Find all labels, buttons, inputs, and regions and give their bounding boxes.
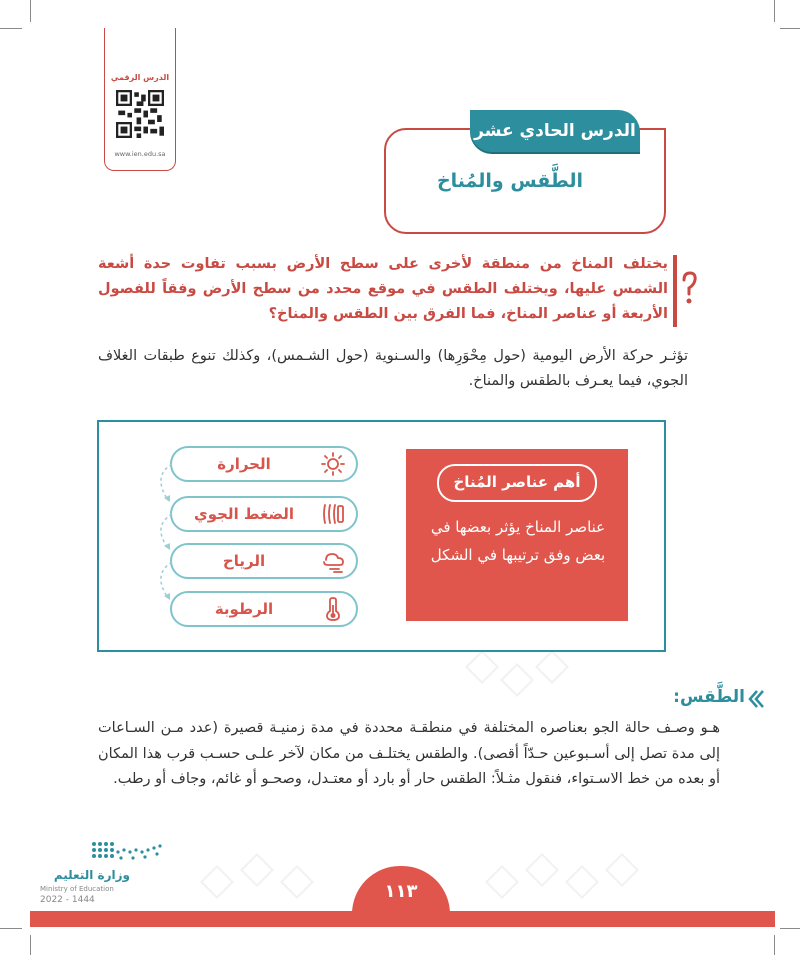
sequence-arrows — [150, 462, 174, 612]
wind-icon — [320, 548, 346, 574]
element-label: الحرارة — [217, 455, 271, 473]
sun-icon — [320, 451, 346, 477]
weather-definition: هـو وصـف حالة الجو بعناصره المختلفة في منطقـة محددة في مدة زمنيـة قصيرة (عدد مـن السـاعات إلى مدة تصل إلى أسـبوعين حـدّاً أقصى). والطقس يختلـف من مكان لآخر علـى حسـب قرب هذا المكان أو بعده من خط الاسـتواء، فنقول مثـلاً: الطقس حار أو بارد أو معتـدل، وصحـو أو غائم، وجاف أو رطب. — [98, 720, 720, 787]
intro-question: يختلف المناخ من منطقة لأخرى على سطح الأرض بسبب تفاوت حدة أشعة الشمس عليها، ويختلف الطقس في موقع محدد من سطح الأرض وفقاً للفصول الأربعة أو عناصر المناخ، فما الفرق بين الطقس والمناخ؟ — [98, 256, 668, 322]
question-mark-icon — [680, 270, 698, 310]
decor-diamond — [605, 853, 639, 887]
lesson-title: الطَّقس والمُناخ — [436, 170, 584, 192]
climate-card-title: أهم عناصر المُناخ — [437, 464, 597, 502]
climate-card-text: عناصر المناخ يؤثر بعضها في بعض وفق ترتيبها في الشكل — [430, 518, 606, 564]
crop-mark — [774, 0, 775, 22]
crop-mark — [774, 935, 775, 955]
ministry-name: وزارة التعليم — [53, 868, 130, 882]
climate-element-temperature — [170, 446, 358, 482]
crop-mark — [780, 28, 800, 29]
page-number: ١١٣ — [352, 866, 450, 914]
crop-mark — [0, 28, 22, 29]
crop-mark — [30, 0, 31, 22]
ministry-logo — [88, 838, 170, 868]
chevron-left-icon — [748, 690, 764, 708]
climate-element-wind — [170, 543, 358, 579]
climate-element-pressure — [170, 496, 358, 532]
decor-diamond — [500, 663, 534, 697]
digital-lesson-label: الدرس الرقمي — [110, 73, 170, 82]
decor-diamond — [240, 853, 274, 887]
weather-heading: الطَّقس: — [673, 687, 745, 707]
decor-diamond — [465, 650, 499, 684]
digital-lesson-url[interactable]: www.ien.edu.sa — [114, 150, 166, 158]
decor-diamond — [525, 853, 559, 887]
decor-diamond — [485, 865, 519, 899]
crop-mark — [30, 935, 31, 955]
element-label: الرطوبة — [214, 600, 274, 618]
decor-diamond — [565, 865, 599, 899]
climate-element-humidity — [170, 591, 358, 627]
crop-mark — [780, 928, 800, 929]
digital-lesson-tag[interactable] — [104, 28, 176, 171]
edition-year: 2022 - 1444 — [40, 895, 95, 905]
thermometer-icon — [320, 596, 346, 622]
crop-mark — [0, 928, 22, 929]
decor-diamond — [200, 865, 234, 899]
element-label: الرياح — [222, 552, 266, 570]
pressure-icon — [320, 501, 346, 527]
element-label: الضغط الجوي — [193, 505, 295, 523]
qr-code-icon[interactable] — [116, 90, 164, 138]
body-paragraph: تؤثـر حركة الأرض اليومية (حول مِحْوَرِها) والسـنوية (حول الشـمس)، وكذلك تنوع طبقات الغلاف الجوي، فيما يعـرف بالطقس والمناخ. — [98, 348, 688, 389]
decor-diamond — [535, 650, 569, 684]
intro-accent-bar — [673, 255, 677, 327]
decor-diamond — [280, 865, 314, 899]
ministry-name-english: Ministry of Education — [40, 885, 114, 893]
lesson-number: الدرس الحادي عشر — [470, 110, 640, 152]
